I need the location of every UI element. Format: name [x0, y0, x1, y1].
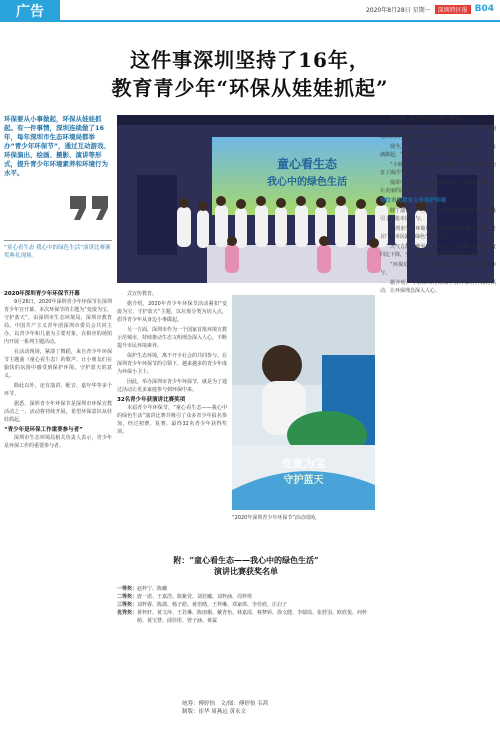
paragraph: 据悉，深圳青少年环保节是深圳市环保宣教活动之一，活动将持续开展，希望环保意识从娃娃抓起。	[4, 401, 112, 423]
award-list-title-1: 附：“童心看生态——我心中的绿色生活”	[173, 555, 319, 565]
sign-line-2: 守护蓝天	[283, 475, 324, 486]
award-names: 赵梓宁、陈曦	[137, 586, 168, 592]
quote-mark-icon	[68, 194, 112, 222]
intro-text: 环保要从小事做起，环保从娃娃抓起。有一件事情，深圳连续做了16年，每年深圳市生态环境局都举办“青少年环保节”，通过互动游戏、环保演出、绘画、摄影、演讲等形式，提升青少年环境素养和环境行为水平。	[4, 115, 111, 177]
paragraph: 除此以外，还有演讲、配音、嘉年华等多个环节。	[4, 383, 112, 397]
dateline	[366, 4, 494, 14]
paragraph: 式宣传教育。	[127, 291, 158, 297]
paragraph: 9月26日，2020年深圳青少年环保节在深圳青少年宫开幕。本次环保节的主题为“变废为宝，守护蓝天”，由深圳市生态环境局、深圳市教育局、中国共产主义青年团深圳市委员会共同主办，以青少年和儿童为主要对象，在相应的场馆内开展一系列主题活动。	[4, 299, 112, 345]
issue-date: 2020年8月28日 星期一	[365, 6, 431, 14]
page-header	[0, 0, 500, 22]
award-names: 刘梓睿、陈潇、杨子皓、黄语晴、王梓琳、邓家琪、李佳欣、庄启子	[137, 602, 288, 608]
headline-line-1: 这件事深圳坚持了16年，	[130, 48, 370, 72]
headline-line-2: 教育青少年“环保从娃娃抓起”	[111, 76, 389, 100]
subheading-awards: 32名青少年获演讲比赛奖项	[117, 397, 186, 403]
award-row	[117, 601, 375, 609]
photo-caption-award: “童心看生态 我心中的绿色生活”演讲比赛颁奖典礼现场。	[4, 245, 111, 259]
award-label: 一等奖：	[117, 586, 138, 592]
credits-line-1: 统筹：傅婷怡 文/图：傅婷怡 韦茜	[182, 701, 269, 707]
award-row	[117, 609, 375, 625]
screen-subtitle: 我心中的绿色生活	[267, 177, 347, 188]
credits-line-2: 制版：崔华 周燕远 黄永文	[182, 709, 246, 715]
subheading-citizens: 每位市民都有义务保护环境	[380, 198, 447, 204]
award-label: 二等奖：	[117, 594, 138, 600]
award-list-heading	[117, 551, 375, 581]
paragraph: 据介绍，2020年青少年环保节活动紧扣“变废为宝，守护蓝天”主题，以垃圾分类为切入点，倡导青少年从身边小事做起。	[117, 301, 227, 323]
paragraph: 深圳市生态环境局在活动中发布了相关倡议，号召广大市民践行绿色生活方式。	[380, 226, 496, 240]
paragraph: “小海龟的故事”让他印象深刻，大海里的垃圾伤害了海洋生物。	[380, 162, 496, 176]
subheading-participants: “青少年是环保工作重要参与者”	[4, 427, 83, 433]
paper-name: 深圳特区报	[435, 5, 471, 14]
subheading-opening: 2020年深圳青少年环保节开幕	[4, 291, 80, 297]
award-label: 三等奖：	[117, 602, 138, 608]
paragraph: 另一方面，深圳市作为一个国家首批环境宣教示范城市，持续推动生态文明理念深入人心，不断提升市民环境素养。	[117, 327, 227, 349]
award-names: 唐一诺、王嘉浩、陈紫萱、刘若曦、刘梓涵、周梓琪	[137, 594, 253, 600]
credits	[182, 700, 322, 716]
paragraph: 据介绍，今后深圳将继续开展环保宣传教育活动，让环保理念深入人心。	[380, 280, 496, 294]
paragraph: 的故事，并获得演讲比赛一等奖。	[390, 116, 466, 122]
paragraph: 在活动现场，紧凑丁舞蹈，来自青少年环保节主题曲《童心看生态》的歌声，让小朋友们在愉快的氛围中感受到保护环境、守护蓝天的意义。	[4, 349, 112, 379]
award-row	[117, 593, 375, 601]
award-list-title-2: 演讲比赛获奖名单	[214, 566, 278, 576]
article-column-3	[380, 115, 496, 745]
award-names: 黄梓轩、黄文萍、王若琳、陈雨桐、戴青怡、林嘉瑶、蔡梦婷、徐文健、李婧瑶、张舒羽、欧欣悦、何梓萌、黄宝慧、邱佳彤、曾子涵、黄霖	[137, 610, 368, 624]
divider	[4, 240, 112, 241]
paragraph: 该演讲选手表示：在参加环保活动后，更加深刻地认识到了保护环境的重要性。	[380, 126, 496, 140]
section-tab: 广告	[0, 0, 60, 22]
paragraph: 深圳市生态环境局相关负责人表示，青少年是环保工作的重要参与者。	[4, 435, 112, 449]
award-list	[117, 585, 375, 625]
sign-line-1: 变废为宝	[281, 457, 326, 470]
article-column-1	[4, 290, 112, 745]
page-number: B04	[474, 4, 494, 14]
paragraph: 除了演讲，一些有关“青少年环保节”的活动也吸引了大批市民参与。	[380, 208, 496, 222]
child-painting-photo	[232, 295, 375, 510]
paragraph: 保护生态环境，离不开全社会的共同参与。在深圳青少年环保节的引领下，越来越多的青少年成为环保小卫士。	[117, 353, 227, 375]
paragraph: “环保进行时”公众开放日活动吸引大量市民参与。	[380, 262, 496, 276]
paragraph: 演讲中，他呼吁大家减少使用一次性塑料制品，让美丽的海洋环境得到保护。	[380, 180, 496, 194]
award-label: 优秀奖：	[117, 610, 138, 616]
photo-caption-event: “2020年深圳青少年环保节”活动现场。	[232, 515, 320, 521]
header-rule	[60, 20, 500, 22]
screen-title: 童心看生态	[276, 157, 337, 171]
paragraph: 大气方面，截至9月20日，全市PM2.5平均浓度同比下降，空气质量优良天数比例位居全国前列。	[380, 244, 496, 258]
paragraph: 现今，青少年一代更需要承担起环保责任，从点滴做起，节约用水用电，进行垃圾分类。	[380, 144, 496, 158]
paragraph: 本届青少年环保节，“童心看生态——我心中的绿色生活”演讲比赛共吸引了众多青少年报名参加，经过初赛、复赛，最终32名青少年获得奖项。	[117, 405, 227, 435]
article-column-2	[117, 290, 227, 545]
paragraph: 因此，举办深圳市青少年环保节，就是为了通过活动让更多家庭参与到环保中来。	[117, 379, 227, 393]
award-row	[117, 585, 375, 593]
